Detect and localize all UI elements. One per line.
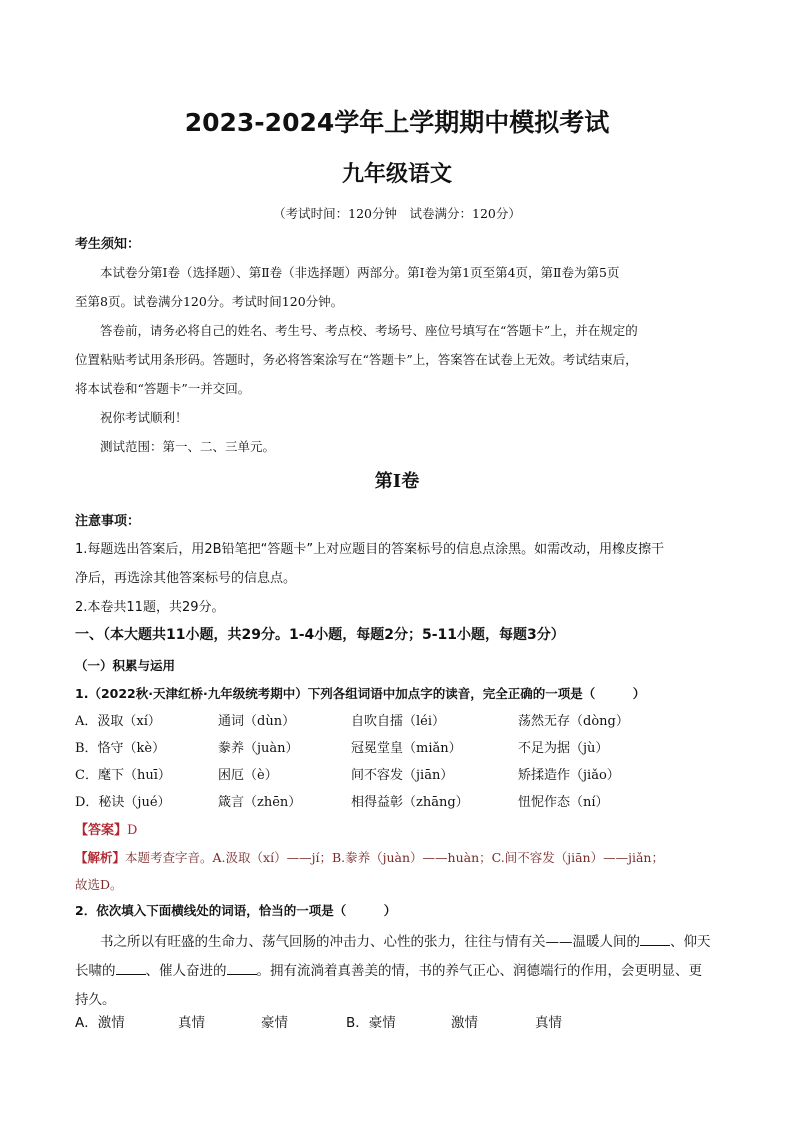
q2-para-line3: 持久。 [75,992,116,1008]
section-sub: （一）积累与运用 [75,658,176,673]
q2-opt-a-2: 真情 [178,1015,205,1031]
attention-1-line2: 净后，再选涂其他答案标号的信息点。 [75,571,297,586]
q2-blank-3 [227,961,257,975]
q1-option-cell: C．麾下（huī） [75,768,171,783]
q1-option-cell: 忸怩作态（ní） [518,795,609,810]
analysis-text: 本题考查字音。A.汲取（xí）——jí；B.豢养（juàn）——huàn；C.间不容发（jiān）——jiǎn； [125,850,664,865]
q1-option-cell: B．恪守（kè） [75,741,166,756]
q1-option-cell: A．汲取（xí） [75,714,161,729]
section-heading: 一、（本大题共11小题，共29分。1-4小题，每题2分；5-11小题，每题3分） [75,627,565,643]
analysis-label: 【解析】 [75,850,126,865]
notice-p2-line3: 将本试卷和“答题卡”一并交回。 [75,381,251,396]
q1-option-cell: 冠冕堂皇（miǎn） [351,741,462,756]
q2-para-line2 [75,959,702,979]
q2-text-d: 、催人奋进的 [145,963,227,979]
q1-option-cell: 相得益彰（zhāng） [351,795,469,810]
q2-blank-1 [640,932,670,946]
q2-para-line1 [100,930,711,950]
q2-opt-a-1: A．激情 [75,1015,125,1031]
q2-text-a: 书之所以有旺盛的生命力、荡气回肠的冲击力、心性的张力，往往与情有关——温暖人间的 [100,934,640,950]
notice-p2-line1: 答卷前，请务必将自己的姓名、考生号、考点校、考场号、座位号填写在“答题卡”上，并在规定的 [100,323,638,338]
notice-p3: 祝你考试顺利！ [100,410,188,425]
q2-text-c: 长啸的 [75,963,116,979]
q1-option-cell: 不足为据（jù） [518,741,609,756]
q1-analysis-line1 [75,848,664,866]
q1-stem: 1.（2022秋·天津红桥·九年级统考期中）下列各组词语中加点字的读音，完全正确的一项是（ ） [75,686,646,701]
exam-meta: （考试时间：120分钟 试卷满分：120分） [273,206,521,221]
q2-opt-a-3: 豪情 [261,1015,288,1031]
q2-options-row [75,1011,562,1031]
q2-stem: 2．依次填入下面横线处的词语，恰当的一项是（ ） [75,903,397,918]
answer-value: D [127,823,138,838]
q1-option-cell: 困厄（è） [218,768,278,783]
q1-option-cell: D．秘诀（jué） [75,795,171,810]
volume-title: 第Ⅰ卷 [374,471,420,492]
notice-heading: 考生须知： [75,237,141,252]
attention-heading: 注意事项： [75,514,141,529]
q1-option-cell: 间不容发（jiān） [351,768,454,783]
q1-option-cell: 自吹自擂（léi） [351,714,446,729]
exam-subtitle: 九年级语文 [341,162,452,187]
q2-text-e: 。拥有流淌着真善美的情，书的养气正心、润德端行的作用，会更明显、更 [256,963,702,979]
q1-answer [75,819,137,838]
q2-opt-b-2: 激情 [451,1015,478,1031]
q1-option-cell: 箴言（zhēn） [218,795,302,810]
notice-p4: 测试范围：第一、二、三单元。 [100,439,276,454]
notice-p2-line2: 位置粘贴考试用条形码。答题时，务必将答案涂写在“答题卡”上，答案答在试卷上无效。考试结束后， [75,352,638,367]
q2-opt-b-3: 真情 [535,1015,562,1031]
q2-text-b: 、仰天 [670,934,711,950]
q1-option-cell: 矫揉造作（jiǎo） [518,768,620,783]
q1-option-cell: 荡然无存（dòng） [518,714,629,729]
attention-2: 2.本卷共11题，共29分。 [75,600,225,615]
q1-analysis-line2: 故选D。 [75,877,123,892]
exam-title: 2023-2024学年上学期期中模拟考试 [184,108,610,137]
notice-p1-line2: 至第8页。试卷满分120分。考试时间120分钟。 [75,294,344,309]
q1-option-cell: 豢养（juàn） [218,741,299,756]
answer-label: 【答案】 [75,823,128,838]
attention-1-line1: 1.每题选出答案后，用2B铅笔把“答题卡”上对应题目的答案标号的信息点涂黑。如需改动，用橡皮擦干 [75,542,665,557]
q1-option-cell: 通词（dùn） [218,714,296,729]
q2-blank-2 [116,961,146,975]
q2-opt-b-1: B．豪情 [346,1015,396,1031]
notice-p1-line1: 本试卷分第Ⅰ卷（选择题）、第Ⅱ卷（非选择题）两部分。第Ⅰ卷为第1页至第4页，第Ⅱ卷为第5页 [100,265,620,280]
